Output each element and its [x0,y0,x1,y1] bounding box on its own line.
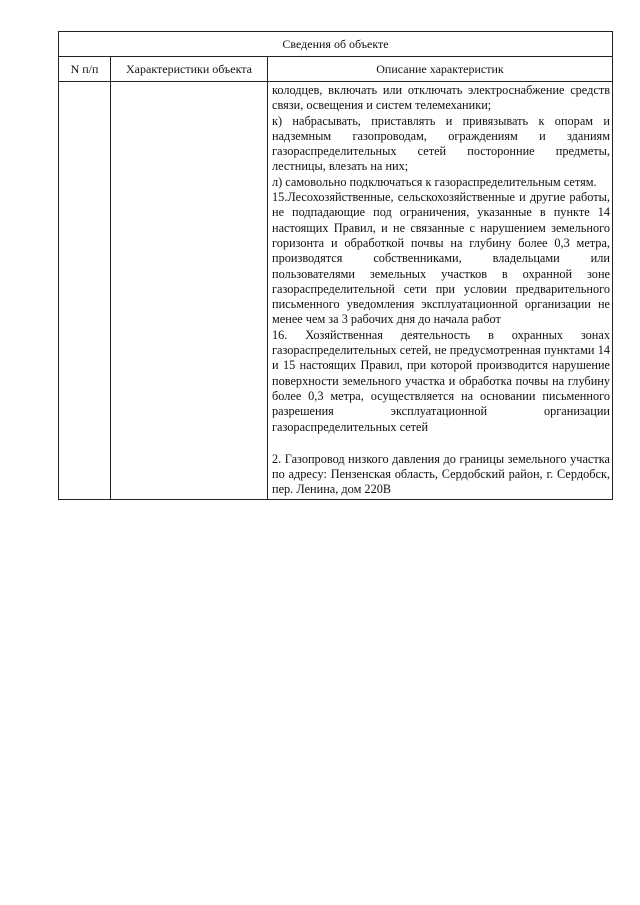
header-characteristics: Характеристики объекта [111,57,268,82]
table-title: Сведения об объекте [59,32,613,57]
object-info-table [58,31,613,500]
header-description: Описание характеристик [268,57,613,82]
description-paragraph: 2. Газопровод низкого давления до границы земельного участка по адресу: Пензенская область, Сердобский район, г. Сердобск, пер. Ленина, дом 220В [272,451,610,497]
title-row [59,32,613,57]
row-description-cell [268,82,613,500]
header-number: N п/п [59,57,111,82]
row-characteristics-cell [111,82,268,500]
table-row [59,82,613,500]
description-paragraph: колодцев, включать или отключать электроснабжение средств связи, освещения и систем телемеханики; [272,83,610,113]
header-row [59,57,613,82]
description-paragraph: 15.Лесохозяйственные, сельскохозяйственные и другие работы, не подпадающие под ограничения, указанные в пункте 14 настоящих Правил, и не связанные с нарушением земельного горизонта и обработкой почвы на глубину более 0,3 метра, производятся собственниками, владельцами или пользователями земельных участков в охранной зоне газораспределительной сети при условии предварительного письменного уведомления эксплуатационной организации не менее чем за 3 рабочих дня до начала работ [272,190,610,327]
description-paragraph: к) набрасывать, приставлять и привязывать к опорам и надземным газопроводам, ограждениям и зданиям газораспределительных сетей посторонние предметы, лестницы, влезать на них; [272,113,610,174]
description-paragraph: 16. Хозяйственная деятельность в охранных зонах газораспределительных сетей, не предусмотренная пунктами 14 и 15 настоящих Правил, при которой производится нарушение поверхности земельного участка и обработка почвы на глубину более 0,3 метра, осуществляется на основании письменного разрешения эксплуатационной организации газораспределительных сетей [272,327,610,434]
description-paragraph: л) самовольно подключаться к газораспределительным сетям. [272,174,597,189]
paragraph-spacer [272,435,610,452]
description-text [268,82,612,498]
row-number-cell [59,82,111,500]
